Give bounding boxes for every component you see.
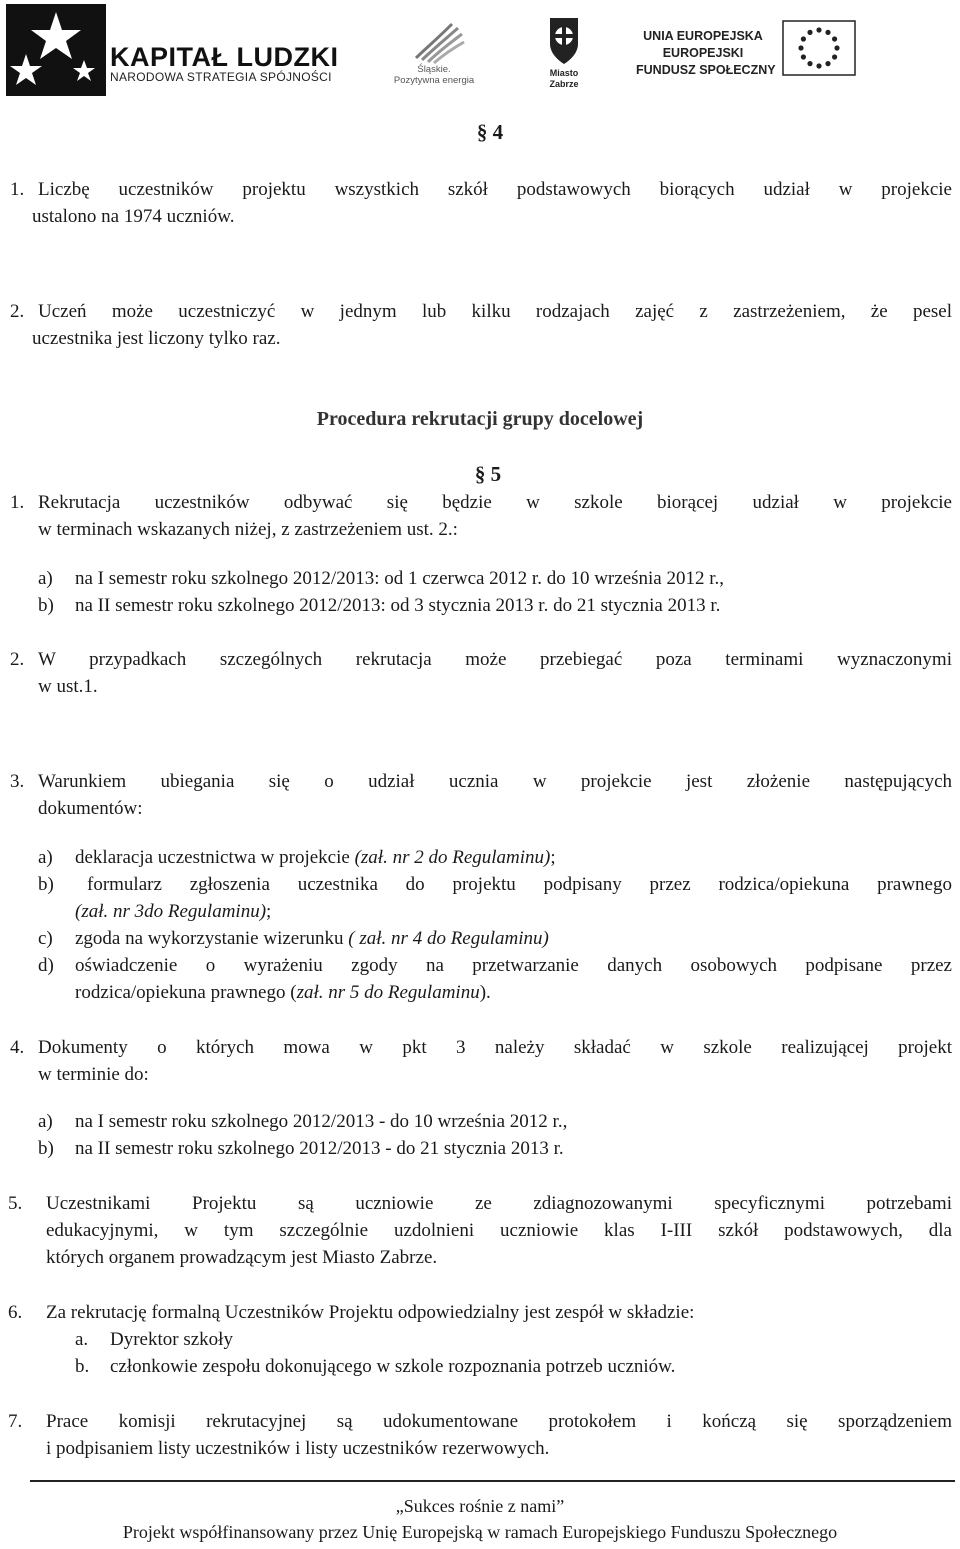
footer-divider [30, 1480, 955, 1482]
s5-p4-item-b-text: na II semestr roku szkolnego 2012/2013 - do 21 stycznia 2013 r. [75, 1138, 564, 1159]
s5-p3-item-a [75, 844, 556, 871]
s5-p1-number: 1. [10, 492, 25, 513]
s5-p6-number: 6. [8, 1302, 23, 1323]
s4-p2-line-2: uczestnika jest liczony tylko raz. [32, 328, 281, 349]
s5-p7-line-1: Prace komisji rekrutacyjnej są udokumentowane protokołem i kończą się sporządzeniem [46, 1411, 952, 1432]
slaskie-waves-icon [388, 18, 480, 64]
s5-p5-line-1: Uczestnikami Projektu są uczniowie ze zdiagnozowanymi specyficznymi potrzebami [46, 1193, 952, 1214]
s5-p3-item-b-end: ; [266, 901, 272, 922]
s4-p2-number: 2. [10, 301, 25, 322]
s5-p5-number: 5. [8, 1193, 23, 1214]
s5-p4-item-a-letter: a) [38, 1111, 53, 1132]
s4-p1-line-1: Liczbę uczestników projektu wszystkich szkół podstawowych biorących udział w projekcie [38, 179, 952, 200]
s5-p3-item-b-line-2 [75, 898, 271, 925]
zabrze-line-1: Miasto [549, 68, 579, 78]
s5-p3-item-a-ref: (zał. nr 2 do Regulaminu) [354, 847, 551, 868]
s5-p4-item-a-text: na I semestr roku szkolnego 2012/2013 - do 10 września 2012 r., [75, 1111, 568, 1132]
s5-p3-item-a-letter: a) [38, 847, 53, 868]
s5-p3-item-d-ref: zał. nr 5 do Regulaminu [296, 982, 480, 1003]
s5-p3-item-d-line-2 [75, 979, 491, 1006]
zabrze-crest-icon [536, 14, 592, 66]
section-4-heading: § 4 [476, 120, 504, 144]
s5-p3-item-b-letter: b) [38, 874, 54, 895]
s5-p6-item-a-letter: a. [75, 1329, 89, 1350]
s5-p6-line-1: Za rekrutację formalną Uczestników Projektu odpowiedzialny jest zespół w składzie: [46, 1302, 695, 1323]
s5-p4-line-1: Dokumenty o których mowa w pkt 3 należy składać w szkole realizującej projekt [38, 1037, 952, 1058]
slaskie-line-1: Śląskie. [417, 64, 451, 75]
s5-p7-number: 7. [8, 1411, 23, 1432]
s5-p5-line-3: których organem prowadzącym jest Miasto Zabrze. [46, 1247, 438, 1268]
s5-p1-item-a-letter: a) [38, 568, 53, 589]
s5-p3-item-c-letter: c) [38, 928, 53, 949]
miasto-zabrze-logo [536, 14, 592, 94]
footer-slogan: „Sukces rośnie z nami” [395, 1496, 565, 1516]
s4-p1-line-2: ustalono na 1974 uczniów. [32, 206, 235, 227]
ue-efs-logo-text [636, 28, 776, 79]
s5-p4-item-b-letter: b) [38, 1138, 54, 1159]
s5-p3-item-c-ref: ( zał. nr 4 do Regulaminu) [348, 928, 549, 949]
s5-p3-item-d-letter: d) [38, 955, 54, 976]
s5-p3-item-d-line-1: oświadczenie o wyrażeniu zgody na przetwarzanie danych osobowych podpisane przez [75, 955, 952, 976]
footer-funding: Projekt współfinansowany przez Unię Europejską w ramach Europejskiego Funduszu Społecznego [122, 1522, 838, 1542]
eu-flag-icon [782, 20, 856, 76]
s5-p1-line-1: Rekrutacja uczestników odbywać się będzie w szkole biorącej udział w projekcie [38, 492, 952, 513]
zabrze-text [536, 68, 592, 90]
s5-p4-number: 4. [10, 1037, 25, 1058]
s5-p3-item-c [75, 925, 549, 952]
kapital-ludzki-title: KAPITAŁ LUDZKI [110, 42, 339, 72]
ue-line-1: UNIA EUROPEJSKA [643, 29, 763, 43]
s5-p4-line-2: w terminie do: [38, 1064, 149, 1085]
kapital-ludzki-emblem-icon [6, 4, 106, 96]
header-logo-bar [0, 0, 960, 96]
s5-p3-line-2: dokumentów: [38, 798, 143, 819]
s4-p1-number: 1. [10, 179, 25, 200]
kapital-ludzki-logo [6, 4, 346, 96]
s5-p1-item-b-letter: b) [38, 595, 54, 616]
s5-p3-item-a-end: ; [550, 847, 556, 868]
s5-p3-line-1: Warunkiem ubiegania się o udział ucznia w projekcie jest złożenie następujących [38, 771, 952, 792]
s5-p1-line-2: w terminach wskazanych niżej, z zastrzeżeniem ust. 2.: [38, 519, 458, 540]
s5-p1-item-a-text: na I semestr roku szkolnego 2012/2013: od 1 czerwca 2012 r. do 10 września 2012 r., [75, 568, 725, 589]
kapital-ludzki-subtitle: NARODOWA STRATEGIA SPÓJNOŚCI [110, 70, 332, 84]
s4-p2-line-1: Uczeń może uczestniczyć w jednym lub kilku rodzajach zajęć z zastrzeżeniem, że pesel [38, 301, 952, 322]
procedure-heading: Procedura rekrutacji grupy docelowej [316, 408, 644, 430]
s5-p2-line-1: W przypadkach szczególnych rekrutacja może przebiegać poza terminami wyznaczonymi [38, 649, 952, 670]
s5-p3-item-d-text: rodzica/opiekuna prawnego ( [75, 982, 297, 1003]
section-5-heading: § 5 [474, 462, 502, 486]
s5-p3-item-a-text: deklaracja uczestnictwa w projekcie [75, 847, 355, 868]
s5-p6-item-a-text: Dyrektor szkoły [110, 1329, 233, 1350]
s5-p7-line-2: i podpisaniem listy uczestników i listy uczestników rezerwowych. [46, 1438, 550, 1459]
s5-p3-item-c-text: zgoda na wykorzystanie wizerunku [75, 928, 349, 949]
s5-p3-item-d-end: ). [479, 982, 491, 1003]
s5-p2-line-2: w ust.1. [38, 676, 98, 697]
s5-p3-item-b-line-1: formularz zgłoszenia uczestnika do projektu podpisany przez rodzica/opiekuna prawnego [87, 874, 952, 895]
s5-p2-number: 2. [10, 649, 25, 670]
ue-line-2: EUROPEJSKI [662, 46, 744, 60]
s5-p5-line-2: edukacyjnymi, w tym szczególnie uzdolnieni uczniowie klas I-III szkół podstawowych, dla [46, 1220, 952, 1241]
slaskie-logo [388, 18, 480, 92]
slaskie-text [388, 64, 480, 86]
s5-p3-number: 3. [10, 771, 25, 792]
s5-p6-item-b-letter: b. [75, 1356, 90, 1377]
ue-line-3: FUNDUSZ SPOŁECZNY [636, 63, 776, 77]
s5-p6-item-b-text: członkowie zespołu dokonującego w szkole rozpoznania potrzeb uczniów. [110, 1356, 676, 1377]
s5-p1-item-b-text: na II semestr roku szkolnego 2012/2013: od 3 stycznia 2013 r. do 21 stycznia 2013 r. [75, 595, 721, 616]
s5-p3-item-b-ref: (zał. nr 3do Regulaminu) [75, 901, 267, 922]
zabrze-line-2: Zabrze [549, 79, 579, 89]
slaskie-line-2: Pozytywna energia [393, 75, 475, 86]
